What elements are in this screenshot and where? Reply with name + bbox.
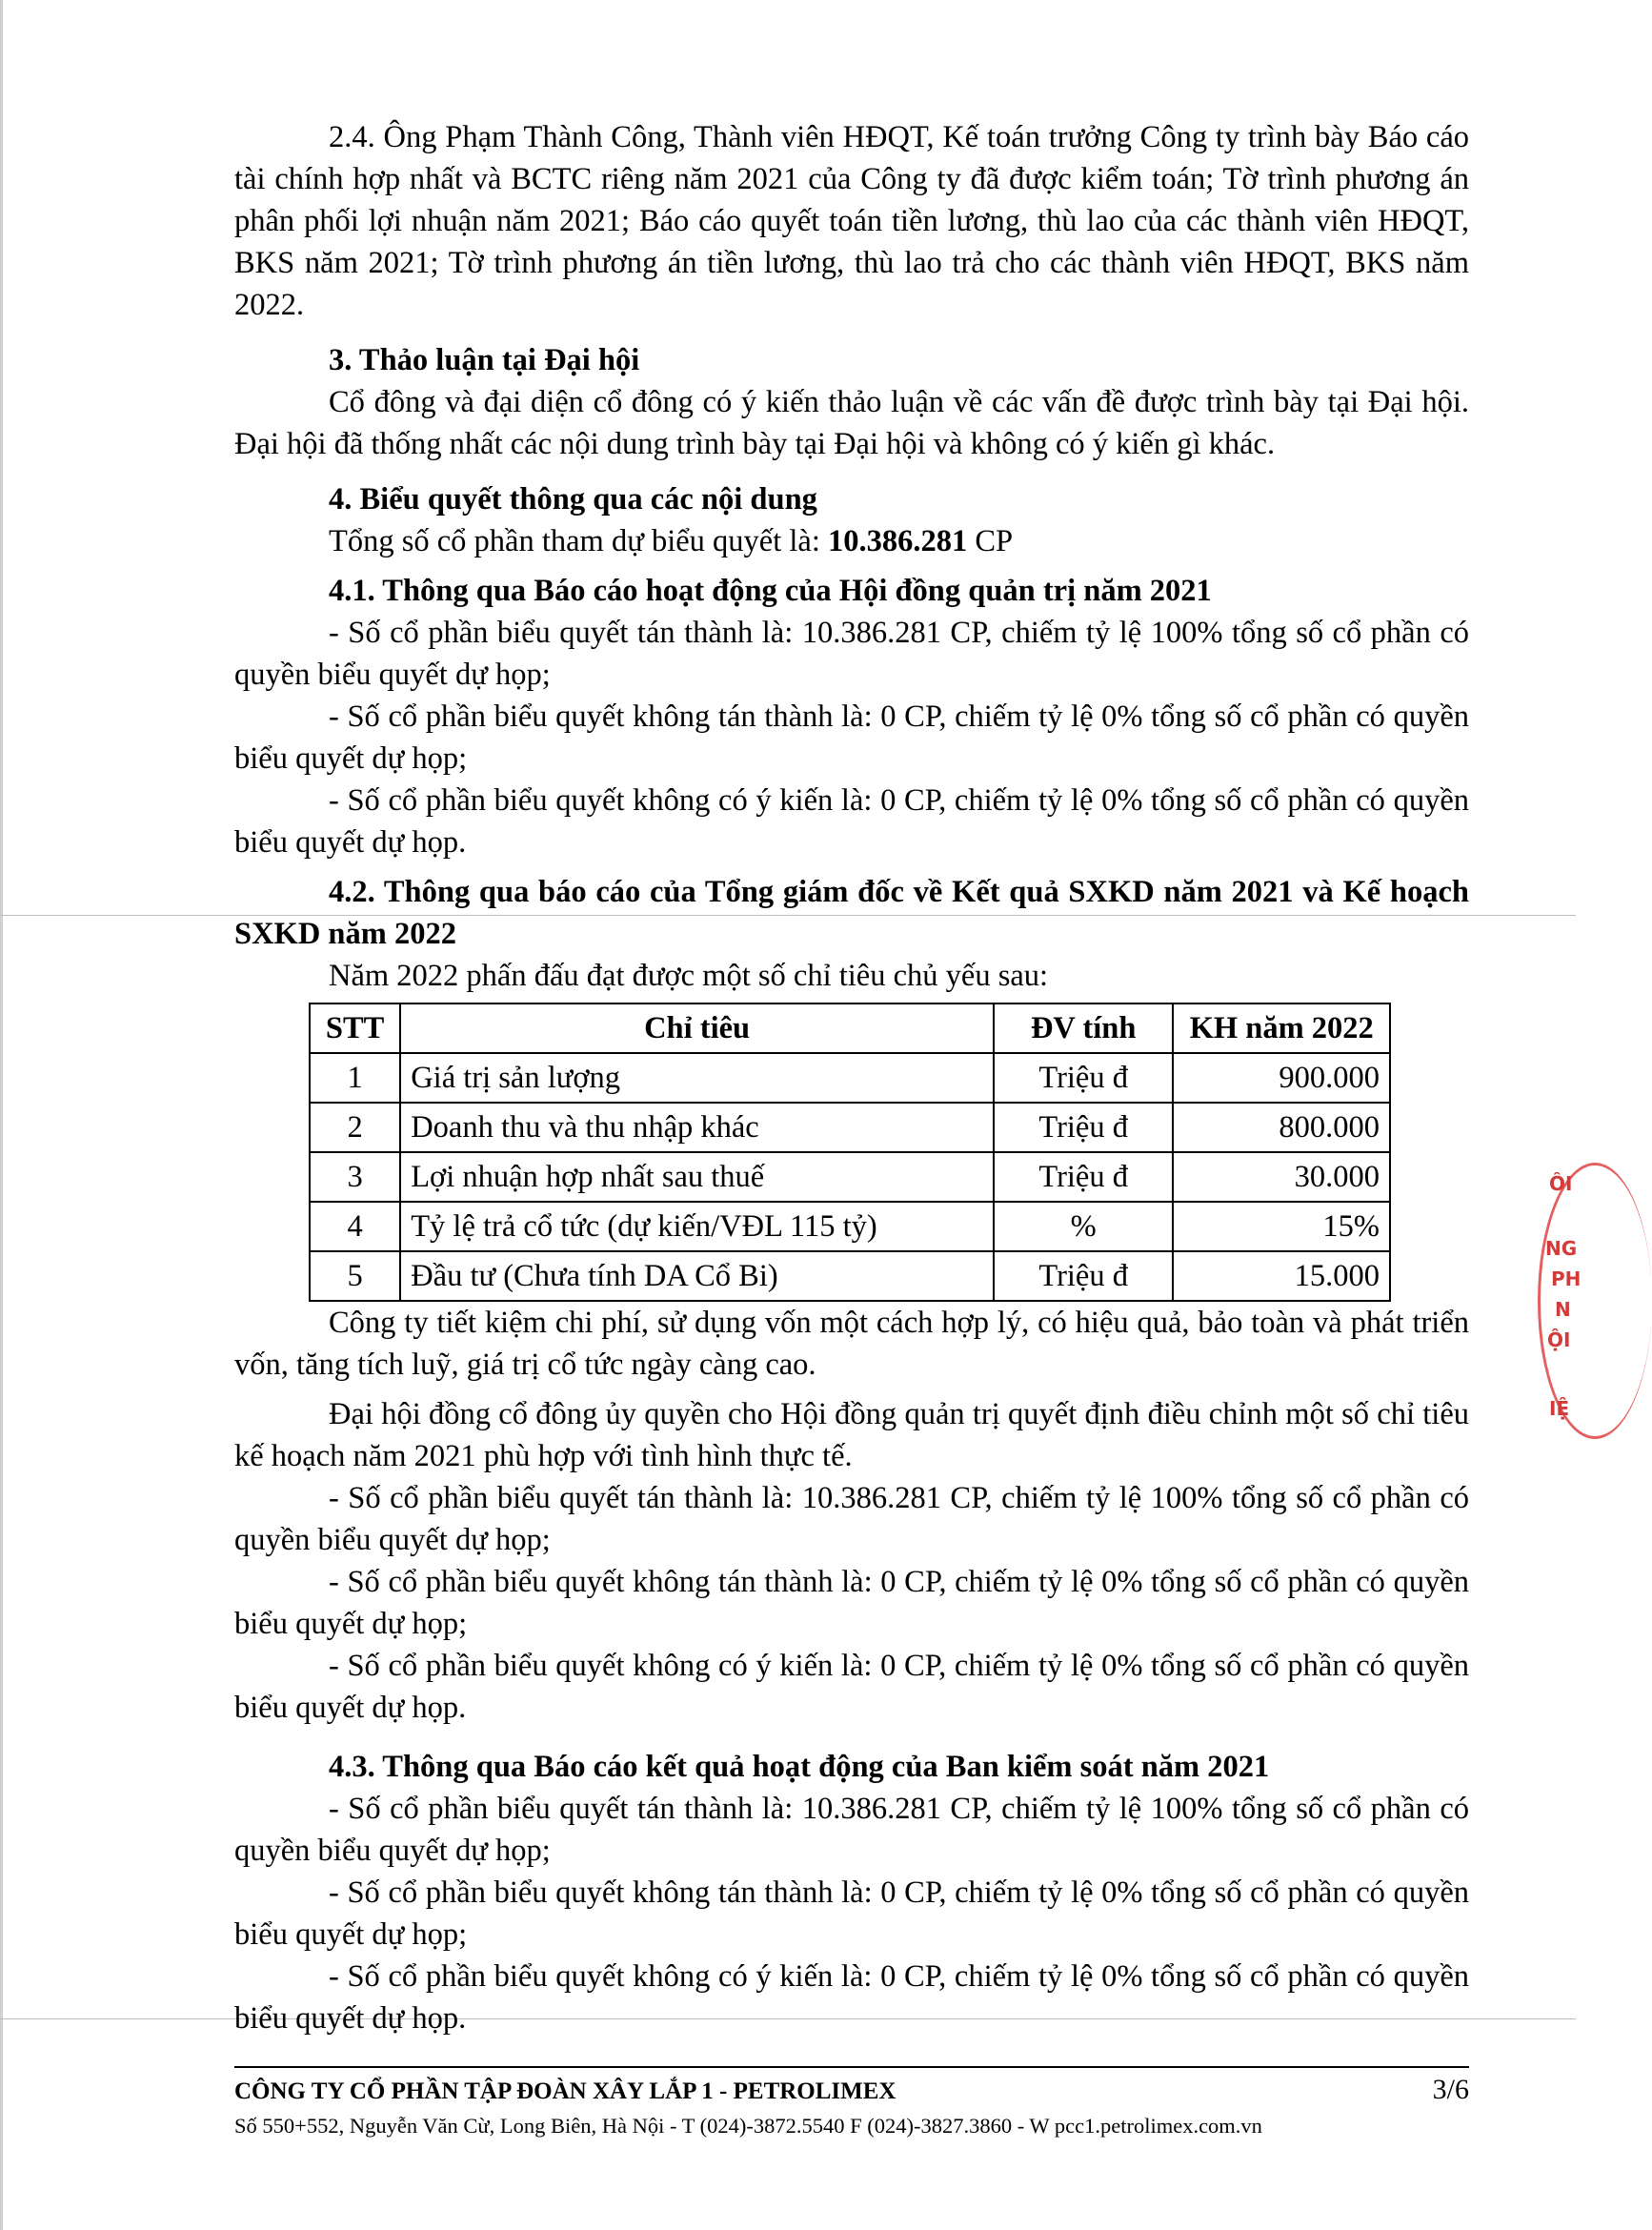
plan-note-1: Công ty tiết kiệm chi phí, sử dụng vốn một cách hợp lý, có hiệu quả, bảo toàn và phát triển vốn, tăng tích luỹ, giá trị cổ tức ngày càng cao. [234,1306,1469,1382]
seal-text-fragment: NG [1545,1237,1578,1260]
seal-text-fragment: ÔI [1549,1172,1573,1195]
vote-abstain: - Số cổ phần biểu quyết không có ý kiến là: 0 CP, chiếm tỷ lệ 0% tổng số cổ phần có quyền biểu quyết dự họp. [234,1649,1469,1725]
cell-stt: 5 [310,1251,400,1301]
total-shares-unit: CP [967,524,1014,558]
cell-unit: % [994,1202,1173,1251]
cell-indicator: Giá trị sản lượng [400,1053,994,1103]
cell-stt: 1 [310,1053,400,1103]
heading-4-1: 4.1. Thông qua Báo cáo hoạt động của Hội đồng quản trị năm 2021 [329,574,1212,608]
heading-4-3: 4.3. Thông qua Báo cáo kết quả hoạt động của Ban kiểm soát năm 2021 [329,1750,1270,1784]
page-footer [234,2066,1469,2142]
seal-text-fragment: ỘI [1547,1328,1571,1351]
cell-value: 900.000 [1173,1053,1390,1103]
vote-disapprove: - Số cổ phần biểu quyết không tán thành là: 0 CP, chiếm tỷ lệ 0% tổng số cổ phần có quyền biểu quyết dự họp; [234,1565,1469,1641]
plan-2022-table [309,1003,1391,1302]
cell-value: 30.000 [1173,1152,1390,1202]
heading-4: 4. Biểu quyết thông qua các nội dung [329,482,817,517]
vote-approve: - Số cổ phần biểu quyết tán thành là: 10.386.281 CP, chiếm tỷ lệ 100% tổng số cổ phần có quyền biểu quyết dự họp; [234,616,1469,692]
cell-stt: 4 [310,1202,400,1251]
table-row [310,1202,1390,1251]
table-row [310,1152,1390,1202]
col-header-stt: STT [310,1003,400,1053]
cell-unit: Triệu đ [994,1053,1173,1103]
vote-disapprove: - Số cổ phần biểu quyết không tán thành là: 0 CP, chiếm tỷ lệ 0% tổng số cổ phần có quyền biểu quyết dự họp; [234,1875,1469,1952]
cell-value: 15% [1173,1202,1390,1251]
page-number: 3/6 [1432,2074,1469,2105]
total-shares-value: 10.386.281 [827,524,968,558]
vote-abstain: - Số cổ phần biểu quyết không có ý kiến là: 0 CP, chiếm tỷ lệ 0% tổng số cổ phần có quyền biểu quyết dự họp. [234,783,1469,860]
vote-approve: - Số cổ phần biểu quyết tán thành là: 10.386.281 CP, chiếm tỷ lệ 100% tổng số cổ phần có quyền biểu quyết dự họp; [234,1792,1469,1868]
vote-abstain: - Số cổ phần biểu quyết không có ý kiến là: 0 CP, chiếm tỷ lệ 0% tổng số cổ phần có quyền biểu quyết dự họp. [234,1959,1469,2036]
col-header-unit: ĐV tính [994,1003,1173,1053]
cell-unit: Triệu đ [994,1103,1173,1152]
table-row [310,1251,1390,1301]
plan-note-2: Đại hội đồng cổ đông ủy quyền cho Hội đồng quản trị quyết định điều chỉnh một số chỉ tiêu kế hoạch năm 2021 phù hợp với tình hình thực tế. [234,1397,1469,1473]
vote-approve: - Số cổ phần biểu quyết tán thành là: 10.386.281 CP, chiếm tỷ lệ 100% tổng số cổ phần có quyền biểu quyết dự họp; [234,1481,1469,1557]
cell-unit: Triệu đ [994,1152,1173,1202]
scan-edge [0,0,3,2230]
col-header-indicator: Chỉ tiêu [400,1003,994,1053]
document-body [234,116,1469,2039]
total-shares-label: Tổng số cổ phần tham dự biểu quyết là: [329,524,828,558]
red-seal-stamp [1538,1163,1581,1439]
cell-value: 15.000 [1173,1251,1390,1301]
cell-indicator: Đầu tư (Chưa tính DA Cổ Bi) [400,1251,994,1301]
plan-intro: Năm 2022 phấn đấu đạt được một số chỉ tiêu chủ yếu sau: [329,959,1049,993]
cell-stt: 2 [310,1103,400,1152]
table-row [310,1053,1390,1103]
cell-indicator: Tỷ lệ trả cổ tức (dự kiến/VĐL 115 tỷ) [400,1202,994,1251]
cell-indicator: Doanh thu và thu nhập khác [400,1103,994,1152]
seal-text-fragment: IỆ [1549,1397,1570,1420]
col-header-plan-2022: KH năm 2022 [1173,1003,1390,1053]
cell-value: 800.000 [1173,1103,1390,1152]
footer-company-name: CÔNG TY CỔ PHẦN TẬP ĐOÀN XÂY LẮP 1 - PETROLIMEX [234,2078,897,2104]
cell-indicator: Lợi nhuận hợp nhất sau thuế [400,1152,994,1202]
table-header-row [310,1003,1390,1053]
paragraph-2-4: 2.4. Ông Phạm Thành Công, Thành viên HĐQT, Kế toán trưởng Công ty trình bày Báo cáo tài chính hợp nhất và BCTC riêng năm 2021 của Công ty đã được kiểm toán; Tờ trình phương án phân phối lợi nhuận năm 2021; Báo cáo quyết toán tiền lương, thù lao của các thành viên HĐQT, BKS năm 2021; Tờ trình phương án tiền lương, thù lao trả cho các thành viên HĐQT, BKS năm 2022. [234,120,1469,322]
seal-text-fragment: N [1555,1298,1571,1321]
cell-unit: Triệu đ [994,1251,1173,1301]
cell-stt: 3 [310,1152,400,1202]
heading-4-2: 4.2. Thông qua báo cáo của Tổng giám đốc về Kết quả SXKD năm 2021 và Kế hoạch SXKD năm 2022 [234,875,1469,951]
paragraph-3: Cổ đông và đại diện cổ đông có ý kiến thảo luận về các vấn đề được trình bày tại Đại hội. Đại hội đã thống nhất các nội dung trình bày tại Đại hội và không có ý kiến gì khác. [234,385,1469,461]
seal-text-fragment: PH [1551,1267,1581,1290]
heading-3: 3. Thảo luận tại Đại hội [329,343,640,377]
table-row [310,1103,1390,1152]
footer-address: Số 550+552, Nguyễn Văn Cừ, Long Biên, Hà Nội - T (024)-3872.5540 F (024)-3827.3860 - W pcc1.petrolimex.com.vn [234,2114,1262,2138]
vote-disapprove: - Số cổ phần biểu quyết không tán thành là: 0 CP, chiếm tỷ lệ 0% tổng số cổ phần có quyền biểu quyết dự họp; [234,699,1469,776]
total-shares-line [234,520,1469,562]
